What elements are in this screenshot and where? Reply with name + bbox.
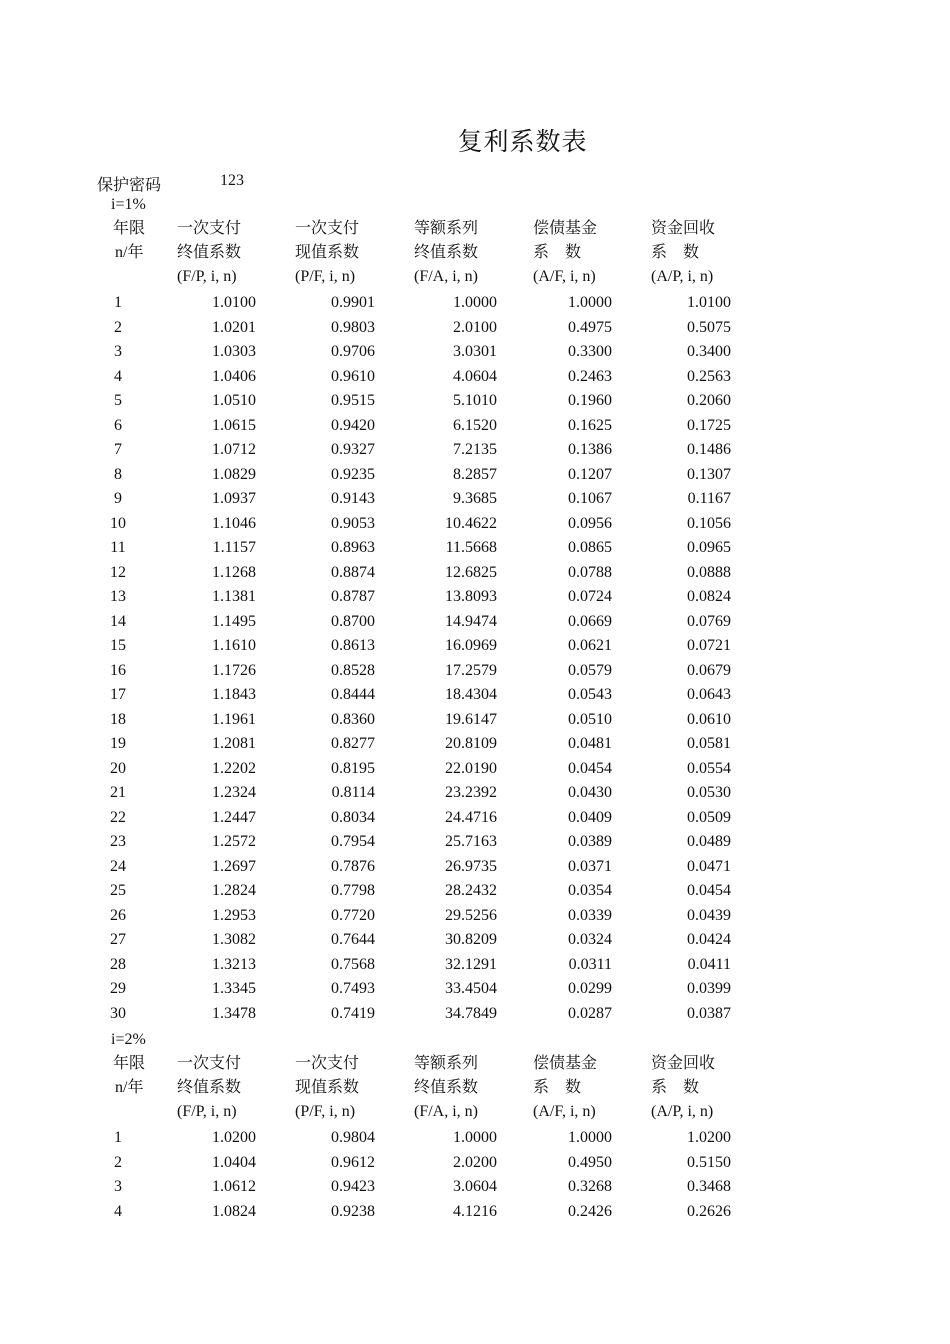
table-row bbox=[0, 1178, 950, 1203]
value-cell: 0.2626 bbox=[687, 1202, 731, 1220]
value-cell: 1.0829 bbox=[212, 465, 256, 483]
year-cell: 2 bbox=[114, 1153, 122, 1171]
value-cell: 0.0669 bbox=[568, 612, 612, 630]
value-cell: 0.9420 bbox=[331, 416, 375, 434]
value-cell: 0.0724 bbox=[568, 588, 612, 605]
table-row bbox=[0, 319, 950, 344]
column-header: 终值系数 bbox=[414, 1079, 479, 1096]
value-cell: 34.7849 bbox=[445, 1004, 497, 1022]
column-header: 终值系数 bbox=[177, 244, 242, 261]
value-cell: 0.2463 bbox=[568, 367, 612, 385]
column-header: (P/F, i, n) bbox=[295, 1103, 356, 1120]
value-cell: 0.8963 bbox=[331, 539, 375, 556]
value-cell: 1.2572 bbox=[212, 833, 256, 850]
value-cell: 0.3400 bbox=[687, 343, 731, 360]
table-row bbox=[0, 1203, 950, 1228]
value-cell: 0.8360 bbox=[331, 710, 375, 728]
year-cell: 26 bbox=[110, 906, 126, 924]
value-cell: 1.1495 bbox=[212, 612, 256, 630]
value-cell: 0.0610 bbox=[687, 710, 731, 728]
column-header: (F/A, i, n) bbox=[414, 1103, 478, 1120]
value-cell: 1.0612 bbox=[212, 1178, 256, 1195]
year-cell: 28 bbox=[110, 955, 126, 973]
value-cell: 1.0200 bbox=[687, 1129, 731, 1146]
value-cell: 0.8613 bbox=[331, 637, 375, 654]
value-cell: 1.0000 bbox=[568, 294, 612, 311]
column-header: 一次支付 bbox=[295, 220, 360, 237]
column-header: 等额系列 bbox=[414, 220, 479, 237]
value-cell: 14.9474 bbox=[445, 612, 497, 630]
value-cell: 3.0604 bbox=[453, 1178, 497, 1195]
value-cell: 1.3478 bbox=[212, 1004, 256, 1022]
value-cell: 1.0510 bbox=[212, 392, 256, 409]
value-cell: 0.9143 bbox=[331, 490, 375, 507]
column-header: 系 数 bbox=[651, 1079, 700, 1096]
value-cell: 1.2324 bbox=[212, 784, 256, 801]
value-cell: 8.2857 bbox=[453, 465, 497, 483]
value-cell: 0.0354 bbox=[568, 882, 612, 899]
year-cell: 13 bbox=[110, 588, 126, 605]
value-cell: 0.3268 bbox=[568, 1178, 612, 1195]
value-cell: 0.0581 bbox=[687, 735, 731, 752]
value-cell: 0.2060 bbox=[687, 392, 731, 409]
column-header: (F/P, i, n) bbox=[177, 268, 237, 285]
table-row bbox=[0, 882, 950, 907]
value-cell: 11.5668 bbox=[445, 539, 497, 556]
value-cell: 0.8787 bbox=[331, 588, 375, 605]
table-row bbox=[0, 711, 950, 736]
table-row bbox=[0, 466, 950, 491]
value-cell: 1.0404 bbox=[212, 1153, 256, 1171]
value-cell: 1.1843 bbox=[212, 686, 256, 703]
year-cell: 3 bbox=[114, 1178, 122, 1195]
value-cell: 0.8277 bbox=[331, 735, 375, 752]
column-header: (A/F, i, n) bbox=[533, 268, 596, 285]
value-cell: 0.0387 bbox=[687, 1004, 731, 1022]
value-cell: 10.4622 bbox=[445, 514, 497, 532]
value-cell: 0.3300 bbox=[568, 343, 612, 360]
value-cell: 0.0339 bbox=[568, 906, 612, 924]
value-cell: 0.0865 bbox=[568, 539, 612, 556]
value-cell: 0.1486 bbox=[687, 441, 731, 458]
value-cell: 1.1046 bbox=[212, 514, 256, 532]
table-row bbox=[0, 784, 950, 809]
year-cell: 9 bbox=[114, 490, 122, 507]
value-cell: 1.0100 bbox=[212, 294, 256, 311]
value-cell: 0.2426 bbox=[568, 1202, 612, 1220]
value-cell: 1.0200 bbox=[212, 1129, 256, 1146]
table-row bbox=[0, 441, 950, 466]
year-column-header: n/年 bbox=[115, 244, 144, 261]
column-header: (P/F, i, n) bbox=[295, 268, 356, 285]
value-cell: 0.9515 bbox=[331, 392, 375, 409]
value-cell: 12.6825 bbox=[445, 563, 497, 581]
value-cell: 0.0509 bbox=[687, 808, 731, 826]
value-cell: 1.0406 bbox=[212, 367, 256, 385]
column-header: 一次支付 bbox=[177, 220, 242, 237]
value-cell: 0.0324 bbox=[568, 931, 612, 948]
value-cell: 0.8444 bbox=[331, 686, 375, 703]
value-cell: 0.9423 bbox=[331, 1178, 375, 1195]
table-row bbox=[0, 294, 950, 319]
value-cell: 0.7798 bbox=[331, 882, 375, 899]
value-cell: 0.1307 bbox=[687, 465, 731, 483]
column-header: (F/A, i, n) bbox=[414, 268, 478, 285]
value-cell: 1.1726 bbox=[212, 661, 256, 679]
value-cell: 26.9735 bbox=[445, 857, 497, 875]
value-cell: 0.0399 bbox=[687, 980, 731, 997]
value-cell: 1.3082 bbox=[212, 931, 256, 948]
column-header: 现值系数 bbox=[295, 1079, 360, 1096]
column-header: (A/P, i, n) bbox=[651, 268, 714, 285]
table-row bbox=[0, 539, 950, 564]
value-cell: 0.0409 bbox=[568, 808, 612, 826]
value-cell: 0.0824 bbox=[687, 588, 731, 605]
year-cell: 21 bbox=[110, 784, 126, 801]
value-cell: 4.0604 bbox=[453, 367, 497, 385]
value-cell: 0.8034 bbox=[331, 808, 375, 826]
value-cell: 0.0430 bbox=[568, 784, 612, 801]
value-cell: 1.0615 bbox=[212, 416, 256, 434]
year-column-header: n/年 bbox=[115, 1079, 144, 1096]
value-cell: 1.1268 bbox=[212, 563, 256, 581]
value-cell: 0.8874 bbox=[331, 563, 375, 581]
year-cell: 19 bbox=[110, 735, 126, 752]
interest-rate-label: i=1% bbox=[111, 196, 146, 213]
value-cell: 0.0965 bbox=[687, 539, 731, 556]
value-cell: 7.2135 bbox=[453, 441, 497, 458]
year-cell: 7 bbox=[114, 441, 122, 458]
table-row bbox=[0, 588, 950, 613]
value-cell: 1.0824 bbox=[212, 1202, 256, 1220]
column-header: 资金回收 bbox=[651, 220, 716, 237]
value-cell: 0.9235 bbox=[331, 465, 375, 483]
table-row bbox=[0, 613, 950, 638]
value-cell: 0.7493 bbox=[331, 980, 375, 997]
value-cell: 33.4504 bbox=[445, 980, 497, 997]
value-cell: 0.0489 bbox=[687, 833, 731, 850]
value-cell: 1.2697 bbox=[212, 857, 256, 875]
column-header: 系 数 bbox=[533, 244, 582, 261]
value-cell: 0.7954 bbox=[331, 833, 375, 850]
value-cell: 1.2824 bbox=[212, 882, 256, 899]
table-row bbox=[0, 735, 950, 760]
value-cell: 6.1520 bbox=[453, 416, 497, 434]
value-cell: 1.2447 bbox=[212, 808, 256, 826]
year-cell: 22 bbox=[110, 808, 126, 826]
value-cell: 1.1610 bbox=[212, 637, 256, 654]
value-cell: 0.1167 bbox=[687, 490, 731, 507]
column-header: (F/P, i, n) bbox=[177, 1103, 237, 1120]
value-cell: 30.8209 bbox=[445, 931, 497, 948]
year-cell: 24 bbox=[110, 857, 126, 875]
value-cell: 20.8109 bbox=[445, 735, 497, 752]
year-cell: 1 bbox=[114, 1129, 122, 1146]
table-row bbox=[0, 858, 950, 883]
value-cell: 25.7163 bbox=[445, 833, 497, 850]
column-header: (A/P, i, n) bbox=[651, 1103, 714, 1120]
column-header: 现值系数 bbox=[295, 244, 360, 261]
value-cell: 1.0000 bbox=[453, 294, 497, 311]
year-cell: 27 bbox=[110, 931, 126, 948]
table-row bbox=[0, 809, 950, 834]
value-cell: 3.0301 bbox=[453, 343, 497, 360]
value-cell: 1.0712 bbox=[212, 441, 256, 458]
value-cell: 0.7419 bbox=[331, 1004, 375, 1022]
column-header: 资金回收 bbox=[651, 1055, 716, 1072]
year-cell: 20 bbox=[110, 759, 126, 777]
value-cell: 4.1216 bbox=[453, 1202, 497, 1220]
value-cell: 0.0439 bbox=[687, 906, 731, 924]
password-label: 保护密码 bbox=[97, 177, 162, 194]
year-cell: 29 bbox=[110, 980, 126, 997]
column-header: 系 数 bbox=[533, 1079, 582, 1096]
year-cell: 16 bbox=[110, 661, 126, 679]
year-cell: 23 bbox=[110, 833, 126, 850]
year-cell: 4 bbox=[114, 1202, 122, 1220]
table-row bbox=[0, 515, 950, 540]
value-cell: 0.1725 bbox=[687, 416, 731, 434]
page-title: 复利系数表 bbox=[457, 129, 588, 156]
column-header: 终值系数 bbox=[414, 244, 479, 261]
value-cell: 0.0471 bbox=[687, 857, 731, 875]
table-row bbox=[0, 833, 950, 858]
year-cell: 6 bbox=[114, 416, 122, 434]
value-cell: 0.7876 bbox=[331, 857, 375, 875]
table-row bbox=[0, 662, 950, 687]
column-header: 系 数 bbox=[651, 244, 700, 261]
year-cell: 4 bbox=[114, 367, 122, 385]
value-cell: 0.0287 bbox=[568, 1004, 612, 1022]
value-cell: 0.0510 bbox=[568, 710, 612, 728]
column-header: 终值系数 bbox=[177, 1079, 242, 1096]
value-cell: 0.0543 bbox=[568, 686, 612, 703]
value-cell: 0.0888 bbox=[687, 563, 731, 581]
value-cell: 0.0454 bbox=[687, 882, 731, 899]
value-cell: 0.5150 bbox=[687, 1153, 731, 1171]
value-cell: 0.9238 bbox=[331, 1202, 375, 1220]
year-cell: 1 bbox=[114, 294, 122, 311]
value-cell: 0.5075 bbox=[687, 318, 731, 336]
value-cell: 1.1381 bbox=[212, 588, 256, 605]
year-cell: 14 bbox=[110, 612, 126, 630]
value-cell: 0.2563 bbox=[687, 367, 731, 385]
value-cell: 1.3345 bbox=[212, 980, 256, 997]
value-cell: 1.0937 bbox=[212, 490, 256, 507]
value-cell: 18.4304 bbox=[445, 686, 497, 703]
table-row bbox=[0, 760, 950, 785]
value-cell: 1.1961 bbox=[212, 710, 256, 728]
value-cell: 0.0311 bbox=[568, 955, 612, 973]
value-cell: 0.0643 bbox=[687, 686, 731, 703]
value-cell: 0.9053 bbox=[331, 514, 375, 532]
value-cell: 0.0424 bbox=[687, 931, 731, 948]
table-row bbox=[0, 564, 950, 589]
column-header: 偿债基金 bbox=[533, 1055, 598, 1072]
value-cell: 0.8700 bbox=[331, 612, 375, 630]
value-cell: 19.6147 bbox=[445, 710, 497, 728]
table-row bbox=[0, 368, 950, 393]
value-cell: 5.1010 bbox=[453, 392, 497, 409]
value-cell: 0.0371 bbox=[568, 857, 612, 875]
value-cell: 0.0554 bbox=[687, 759, 731, 777]
value-cell: 1.0000 bbox=[568, 1129, 612, 1146]
value-cell: 0.9610 bbox=[331, 367, 375, 385]
value-cell: 0.9327 bbox=[331, 441, 375, 458]
value-cell: 29.5256 bbox=[445, 906, 497, 924]
table-row bbox=[0, 392, 950, 417]
value-cell: 0.0621 bbox=[568, 637, 612, 654]
table-row bbox=[0, 1154, 950, 1179]
value-cell: 0.0454 bbox=[568, 759, 612, 777]
year-cell: 5 bbox=[114, 392, 122, 409]
value-cell: 0.8114 bbox=[331, 784, 375, 801]
value-cell: 0.0530 bbox=[687, 784, 731, 801]
value-cell: 0.4950 bbox=[568, 1153, 612, 1171]
table-row bbox=[0, 417, 950, 442]
year-cell: 18 bbox=[110, 710, 126, 728]
value-cell: 23.2392 bbox=[445, 784, 497, 801]
year-cell: 30 bbox=[110, 1004, 126, 1022]
column-header: 一次支付 bbox=[295, 1055, 360, 1072]
value-cell: 0.0788 bbox=[568, 563, 612, 581]
value-cell: 0.7720 bbox=[331, 906, 375, 924]
table-row bbox=[0, 931, 950, 956]
year-cell: 10 bbox=[110, 514, 126, 532]
value-cell: 1.0303 bbox=[212, 343, 256, 360]
table-row bbox=[0, 686, 950, 711]
value-cell: 0.1056 bbox=[687, 514, 731, 532]
value-cell: 0.1207 bbox=[568, 465, 612, 483]
value-cell: 0.1386 bbox=[568, 441, 612, 458]
value-cell: 1.2953 bbox=[212, 906, 256, 924]
value-cell: 1.0000 bbox=[453, 1129, 497, 1146]
year-column-header: 年限 bbox=[113, 220, 146, 237]
value-cell: 0.7644 bbox=[331, 931, 375, 948]
table-row bbox=[0, 1129, 950, 1154]
value-cell: 0.0389 bbox=[568, 833, 612, 850]
value-cell: 24.4716 bbox=[445, 808, 497, 826]
value-cell: 0.0579 bbox=[568, 661, 612, 679]
year-cell: 15 bbox=[110, 637, 126, 654]
table-row bbox=[0, 490, 950, 515]
value-cell: 32.1291 bbox=[445, 955, 497, 973]
value-cell: 0.1625 bbox=[568, 416, 612, 434]
table-row bbox=[0, 980, 950, 1005]
value-cell: 1.2202 bbox=[212, 759, 256, 777]
value-cell: 0.9804 bbox=[331, 1129, 375, 1146]
value-cell: 0.0769 bbox=[687, 612, 731, 630]
value-cell: 1.2081 bbox=[212, 735, 256, 752]
year-cell: 17 bbox=[110, 686, 126, 703]
value-cell: 1.0100 bbox=[687, 294, 731, 311]
year-column-header: 年限 bbox=[113, 1055, 146, 1072]
value-cell: 16.0969 bbox=[445, 637, 497, 654]
column-header: 一次支付 bbox=[177, 1055, 242, 1072]
value-cell: 0.3468 bbox=[687, 1178, 731, 1195]
table-row bbox=[0, 637, 950, 662]
value-cell: 22.0190 bbox=[445, 759, 497, 777]
value-cell: 0.9706 bbox=[331, 343, 375, 360]
value-cell: 0.0956 bbox=[568, 514, 612, 532]
value-cell: 1.3213 bbox=[212, 955, 256, 973]
column-header: 偿债基金 bbox=[533, 220, 598, 237]
year-cell: 11 bbox=[110, 539, 126, 556]
value-cell: 28.2432 bbox=[445, 882, 497, 899]
column-header: (A/F, i, n) bbox=[533, 1103, 596, 1120]
year-cell: 3 bbox=[114, 343, 122, 360]
interest-rate-label: i=2% bbox=[111, 1031, 146, 1048]
password-value: 123 bbox=[220, 172, 244, 189]
value-cell: 0.0411 bbox=[687, 955, 731, 973]
value-cell: 0.7568 bbox=[331, 955, 375, 973]
value-cell: 2.0100 bbox=[453, 318, 497, 336]
year-cell: 25 bbox=[110, 882, 126, 899]
value-cell: 0.9612 bbox=[331, 1153, 375, 1171]
value-cell: 0.9901 bbox=[331, 294, 375, 311]
table-row bbox=[0, 907, 950, 932]
table-row bbox=[0, 343, 950, 368]
value-cell: 2.0200 bbox=[453, 1153, 497, 1171]
value-cell: 9.3685 bbox=[453, 490, 497, 507]
value-cell: 13.8093 bbox=[445, 588, 497, 605]
year-cell: 2 bbox=[114, 318, 122, 336]
value-cell: 0.8528 bbox=[331, 661, 375, 679]
table-row bbox=[0, 1005, 950, 1030]
table-row bbox=[0, 956, 950, 981]
year-cell: 12 bbox=[110, 563, 126, 581]
value-cell: 0.8195 bbox=[331, 759, 375, 777]
value-cell: 0.1067 bbox=[568, 490, 612, 507]
value-cell: 0.0299 bbox=[568, 980, 612, 997]
value-cell: 0.0679 bbox=[687, 661, 731, 679]
value-cell: 0.0481 bbox=[568, 735, 612, 752]
value-cell: 0.1960 bbox=[568, 392, 612, 409]
value-cell: 0.0721 bbox=[687, 637, 731, 654]
column-header: 等额系列 bbox=[414, 1055, 479, 1072]
value-cell: 0.4975 bbox=[568, 318, 612, 336]
value-cell: 1.1157 bbox=[212, 539, 256, 556]
value-cell: 17.2579 bbox=[445, 661, 497, 679]
value-cell: 1.0201 bbox=[212, 318, 256, 336]
year-cell: 8 bbox=[114, 465, 122, 483]
value-cell: 0.9803 bbox=[331, 318, 375, 336]
